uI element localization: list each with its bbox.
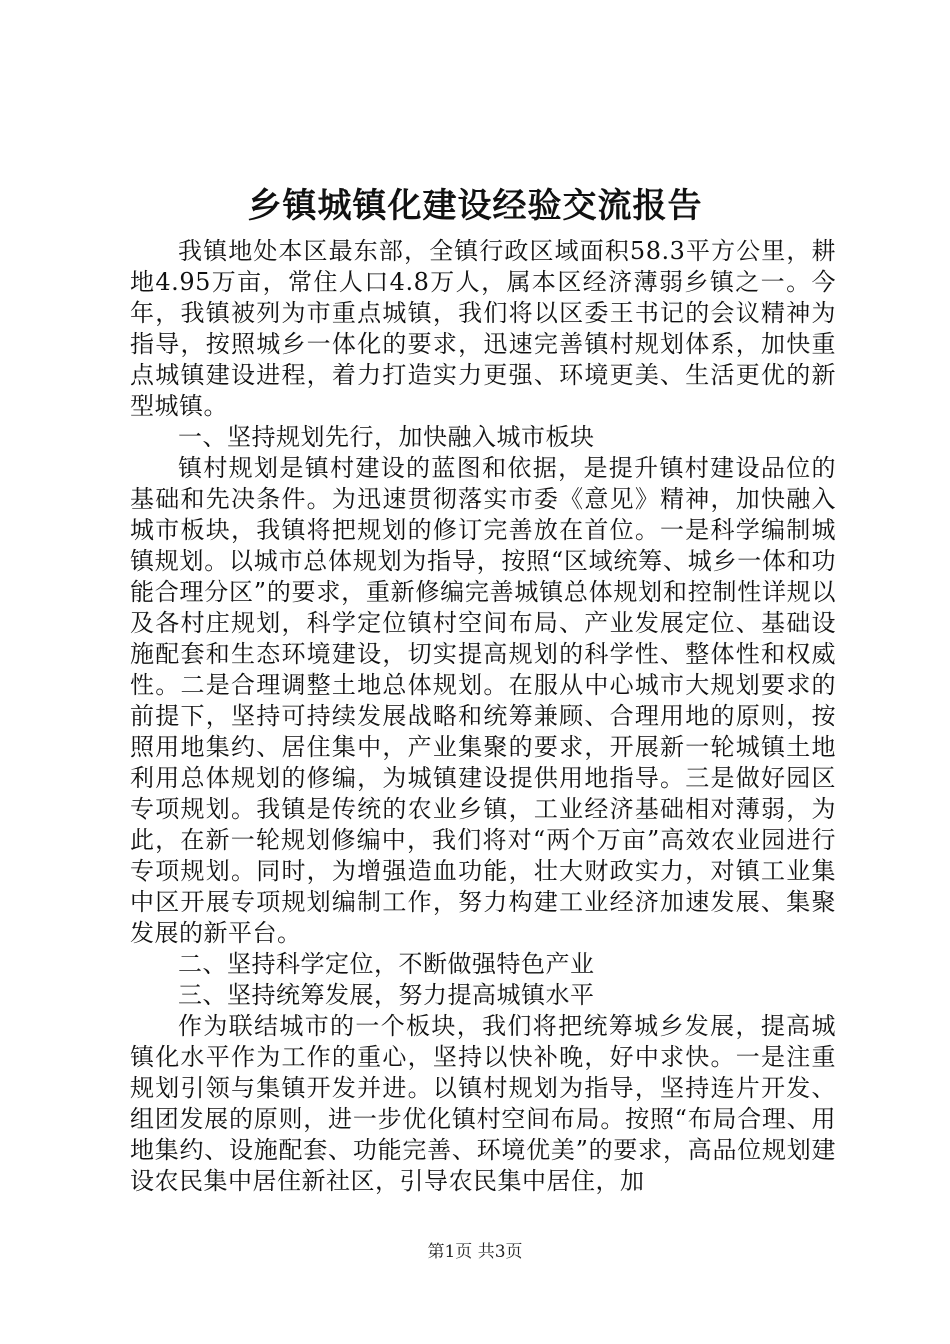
section-heading-3: 三、坚持统筹发展，努力提高城镇水平 (178, 981, 595, 1009)
paragraph-section-1: 镇村规划是镇村建设的蓝图和依据，是提升镇村建设品位的基础和先决条件。为迅速贯彻落实市委《意见》精神，加快融入城市板块，我镇将把规划的修订完善放在首位。一是科学编制城镇规划。以城市总体规划为指导，按照“区域统筹、城乡一体和功能合理分区”的要求，重新修编完善城镇总体规划和控制性详规以及各村庄规划，科学定位镇村空间布局、产业发展定位、基础设施配套和生态环境建设，切实提高规划的科学性、整体性和权威性。二是合理调整土地总体规划。在服从中心城市大规划要求的前提下，坚持可持续发展战略和统筹兼顾、合理用地的原则，按照用地集约、居住集中，产业集聚的要求，开展新一轮城镇土地利用总体规划的修编，为城镇建设提供用地指导。三是做好园区专项规划。我镇是传统的农业乡镇，工业经济基础相对薄弱，为此，在新一轮规划修编中，我们将对“两个万亩”高效农业园进行专项规划。同时，为增强造血功能，壮大财政实力，对镇工业集中区开展专项规划编制工作，努力构建工业经济加速发展、集聚发展的新平台。 (130, 454, 836, 947)
section-heading-2: 二、坚持科学定位，不断做强特色产业 (178, 950, 595, 978)
document-title: 乡镇城镇化建设经验交流报告 (247, 186, 703, 226)
section-heading-1: 一、坚持规划先行，加快融入城市板块 (178, 423, 595, 451)
document-body (130, 236, 836, 1197)
paragraph-intro: 我镇地处本区最东部，全镇行政区域面积58.3平方公里，耕地4.95万亩，常住人口4.8万人，属本区经济薄弱乡镇之一。今年，我镇被列为市重点城镇，我们将以区委王书记的会议精神为指导，按照城乡一体化的要求，迅速完善镇村规划体系，加快重点城镇建设进程，着力打造实力更强、环境更美、生活更优的新型城镇。 (130, 237, 836, 420)
page-number-footer: 第1页 共3页 (427, 1242, 523, 1262)
paragraph-section-3: 作为联结城市的一个板块，我们将把统筹城乡发展，提高城镇化水平作为工作的重心，坚持以快补晚，好中求快。一是注重规划引领与集镇开发并进。以镇村规划为指导，坚持连片开发、组团发展的原则，进一步优化镇村空间布局。按照“布局合理、用地集约、设施配套、功能完善、环境优美”的要求，高品位规划建设农民集中居住新社区，引导农民集中居住，加 (130, 1012, 836, 1195)
